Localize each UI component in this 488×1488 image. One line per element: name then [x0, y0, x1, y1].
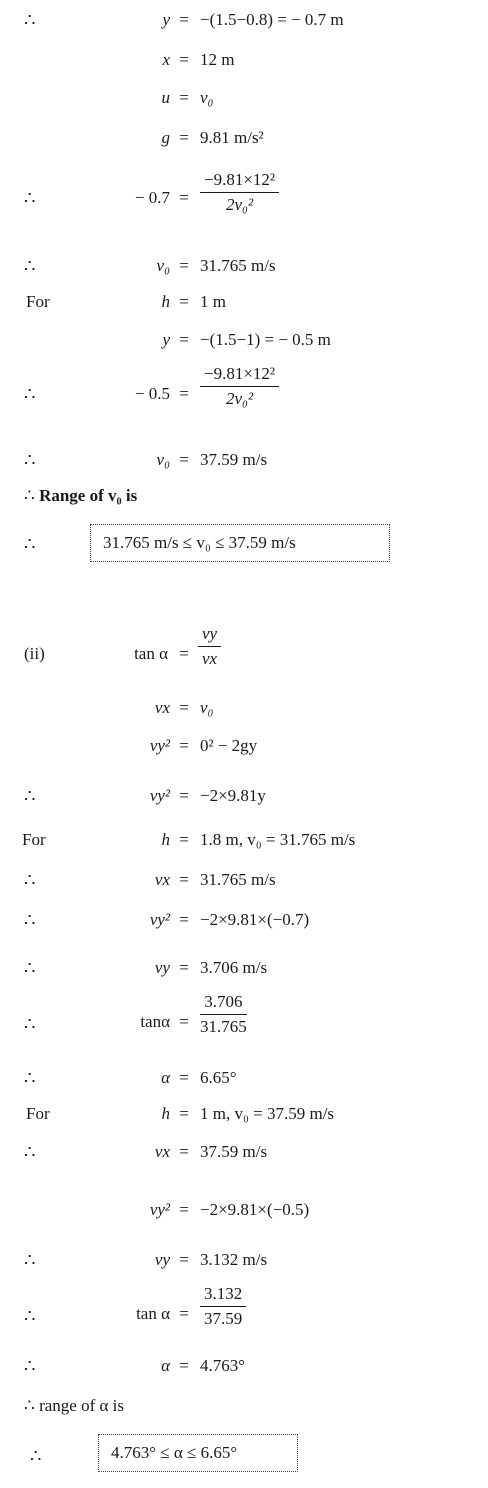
eq-line-alpha-1	[0, 1068, 488, 1108]
equals-sign: =	[179, 256, 189, 275]
range-text: Range of v₀ is	[39, 486, 138, 505]
eq-lhs: vy²	[149, 736, 170, 755]
eq-line-vx-value-1	[0, 870, 488, 910]
eq-line-vy2-value-1	[0, 910, 488, 950]
therefore-symbol: ∴	[24, 534, 36, 554]
eq-rhs: 37.59 m/s	[200, 450, 268, 469]
eq-line-v0-1	[0, 256, 488, 296]
equals-sign: =	[179, 1068, 189, 1087]
eq-line-tan-value-2	[0, 1284, 488, 1338]
therefore-symbol: ∴	[24, 1306, 36, 1326]
part-label: (ii)	[24, 644, 45, 663]
eq-line-tan-alpha	[0, 624, 488, 678]
eq-rhs: 12 m	[200, 50, 235, 69]
eq-rhs: v₀	[200, 698, 214, 717]
eq-lhs: v₀	[156, 256, 170, 275]
eq-line-y1	[0, 10, 488, 50]
fraction-numerator: −9.81×12²	[200, 364, 279, 387]
equals-sign: =	[179, 88, 189, 107]
eq-lhs: vx	[154, 870, 170, 889]
range-text: range of α is	[39, 1396, 124, 1415]
fraction-denominator: 2v₀²	[225, 389, 254, 408]
eq-line-vx	[0, 698, 488, 738]
eq-rhs: 1 m, v₀ = 37.59 m/s	[200, 1104, 335, 1123]
fraction-denominator: vx	[202, 649, 218, 668]
eq-rhs: 1 m	[200, 292, 226, 311]
equals-sign: =	[179, 698, 189, 717]
eq-rhs: 31.765 m/s	[200, 256, 276, 275]
eq-lhs: tan α	[134, 644, 168, 663]
eq-rhs: 1.8 m, v₀ = 31.765 m/s	[200, 830, 356, 849]
for-label: For	[26, 1104, 50, 1123]
fraction	[200, 364, 279, 409]
therefore-symbol: ∴	[24, 450, 36, 470]
equals-sign: =	[179, 384, 189, 403]
equals-sign: =	[179, 1142, 189, 1161]
therefore-symbol: ∴	[24, 256, 36, 276]
therefore-symbol: ∴	[24, 958, 36, 978]
equals-sign: =	[179, 1012, 189, 1031]
eq-lhs: x	[162, 50, 170, 69]
eq-lhs: tanα	[140, 1012, 170, 1031]
for-label: For	[26, 292, 50, 311]
eq-rhs: v₀	[200, 88, 214, 107]
equals-sign: =	[179, 830, 189, 849]
eq-lhs: − 0.5	[134, 384, 170, 403]
therefore-symbol: ∴	[24, 1068, 36, 1088]
eq-line-alpha-2	[0, 1356, 488, 1396]
for-label: For	[22, 830, 46, 849]
eq-rhs: −(1.5−0.8) = − 0.7 m	[200, 10, 344, 29]
therefore-symbol: ∴	[24, 1396, 35, 1415]
therefore-symbol: ∴	[24, 1356, 36, 1376]
fraction-numerator: −9.81×12²	[200, 170, 279, 193]
fraction-numerator: 3.132	[200, 1284, 246, 1307]
eq-lhs: tan α	[136, 1304, 170, 1323]
eq-rhs: 4.763°	[200, 1356, 246, 1375]
equals-sign: =	[179, 786, 189, 805]
eq-line-vy2-value-2	[0, 1200, 488, 1240]
equals-sign: =	[179, 1200, 189, 1219]
fraction-denominator: 31.765	[200, 1017, 247, 1036]
eq-lhs: − 0.7	[134, 188, 170, 207]
eq-line-x	[0, 50, 488, 90]
eq-lhs: vy²	[149, 910, 170, 929]
eq-line-vy2-b	[0, 786, 488, 826]
range-alpha-heading	[0, 1396, 488, 1436]
eq-rhs: −(1.5−1) = − 0.5 m	[200, 330, 331, 349]
eq-line-tan-value-1	[0, 992, 488, 1046]
equals-sign: =	[179, 292, 189, 311]
eq-line-fraction-1	[0, 170, 488, 226]
eq-lhs: vy	[154, 1250, 170, 1269]
eq-line-h1	[0, 292, 488, 332]
eq-line-h2	[0, 830, 488, 870]
equals-sign: =	[179, 50, 189, 69]
eq-lhs: α	[161, 1068, 170, 1087]
eq-lhs: vy²	[149, 786, 170, 805]
equals-sign: =	[179, 1104, 189, 1123]
eq-lhs: g	[161, 128, 170, 147]
eq-rhs: 6.65°	[200, 1068, 237, 1087]
equals-sign: =	[179, 958, 189, 977]
eq-rhs: −2×9.81×(−0.7)	[200, 910, 310, 929]
eq-line-v0-2	[0, 450, 488, 490]
eq-line-vx-value-2	[0, 1142, 488, 1182]
equals-sign: =	[179, 870, 189, 889]
range-sentence	[24, 1396, 124, 1416]
eq-lhs: vx	[154, 1142, 170, 1161]
eq-rhs: 3.132 m/s	[200, 1250, 268, 1269]
therefore-symbol: ∴	[24, 786, 36, 806]
eq-rhs: −2×9.81y	[200, 786, 266, 805]
therefore-symbol: ∴	[24, 870, 36, 890]
therefore-symbol: ∴	[24, 486, 35, 505]
equals-sign: =	[179, 128, 189, 147]
eq-lhs: h	[161, 1104, 170, 1123]
eq-lhs: vx	[154, 698, 170, 717]
therefore-symbol: ∴	[24, 10, 36, 30]
boxed-result: 31.765 m/s ≤ v₀ ≤ 37.59 m/s	[90, 524, 390, 562]
equals-sign: =	[179, 1304, 189, 1323]
eq-line-fraction-2	[0, 364, 488, 420]
therefore-symbol: ∴	[24, 1014, 36, 1034]
therefore-symbol: ∴	[24, 384, 36, 404]
fraction-denominator: 2v₀²	[225, 195, 254, 214]
eq-line-h3	[0, 1104, 488, 1144]
fraction	[200, 170, 279, 215]
therefore-symbol: ∴	[30, 1446, 42, 1466]
fraction-denominator: 37.59	[204, 1309, 243, 1328]
fraction-numerator: 3.706	[200, 992, 247, 1015]
eq-lhs: y	[162, 10, 170, 29]
eq-rhs: 3.706 m/s	[200, 958, 268, 977]
fraction	[200, 992, 247, 1037]
therefore-symbol: ∴	[24, 188, 36, 208]
range-alpha-result	[0, 1432, 488, 1480]
eq-rhs: 37.59 m/s	[200, 1142, 268, 1161]
boxed-result: 4.763° ≤ α ≤ 6.65°	[98, 1434, 298, 1472]
equals-sign: =	[179, 910, 189, 929]
equals-sign: =	[179, 1250, 189, 1269]
fraction-numerator: vy	[198, 624, 221, 647]
eq-lhs: y	[162, 330, 170, 349]
equals-sign: =	[179, 450, 189, 469]
fraction	[198, 624, 221, 669]
therefore-symbol: ∴	[24, 1142, 36, 1162]
eq-rhs: 0² − 2gy	[200, 736, 258, 755]
eq-rhs: 31.765 m/s	[200, 870, 276, 889]
eq-lhs: u	[161, 88, 170, 107]
eq-rhs: 9.81 m/s²	[200, 128, 264, 147]
eq-lhs: v₀	[156, 450, 170, 469]
therefore-symbol: ∴	[24, 1250, 36, 1270]
equals-sign: =	[179, 330, 189, 349]
equals-sign: =	[179, 736, 189, 755]
eq-lhs: h	[161, 830, 170, 849]
eq-line-u	[0, 88, 488, 128]
eq-lhs: h	[161, 292, 170, 311]
eq-line-g	[0, 128, 488, 168]
equals-sign: =	[179, 10, 189, 29]
equals-sign: =	[179, 1356, 189, 1375]
equals-sign: =	[179, 188, 189, 207]
eq-line-vy2-a	[0, 736, 488, 776]
range-sentence	[24, 486, 137, 506]
range-v0-result	[0, 520, 488, 566]
eq-lhs: vy²	[149, 1200, 170, 1219]
eq-lhs: vy	[154, 958, 170, 977]
therefore-symbol: ∴	[24, 910, 36, 930]
fraction	[200, 1284, 246, 1329]
equals-sign: =	[179, 644, 189, 663]
eq-lhs: α	[161, 1356, 170, 1375]
eq-rhs: −2×9.81×(−0.5)	[200, 1200, 310, 1219]
